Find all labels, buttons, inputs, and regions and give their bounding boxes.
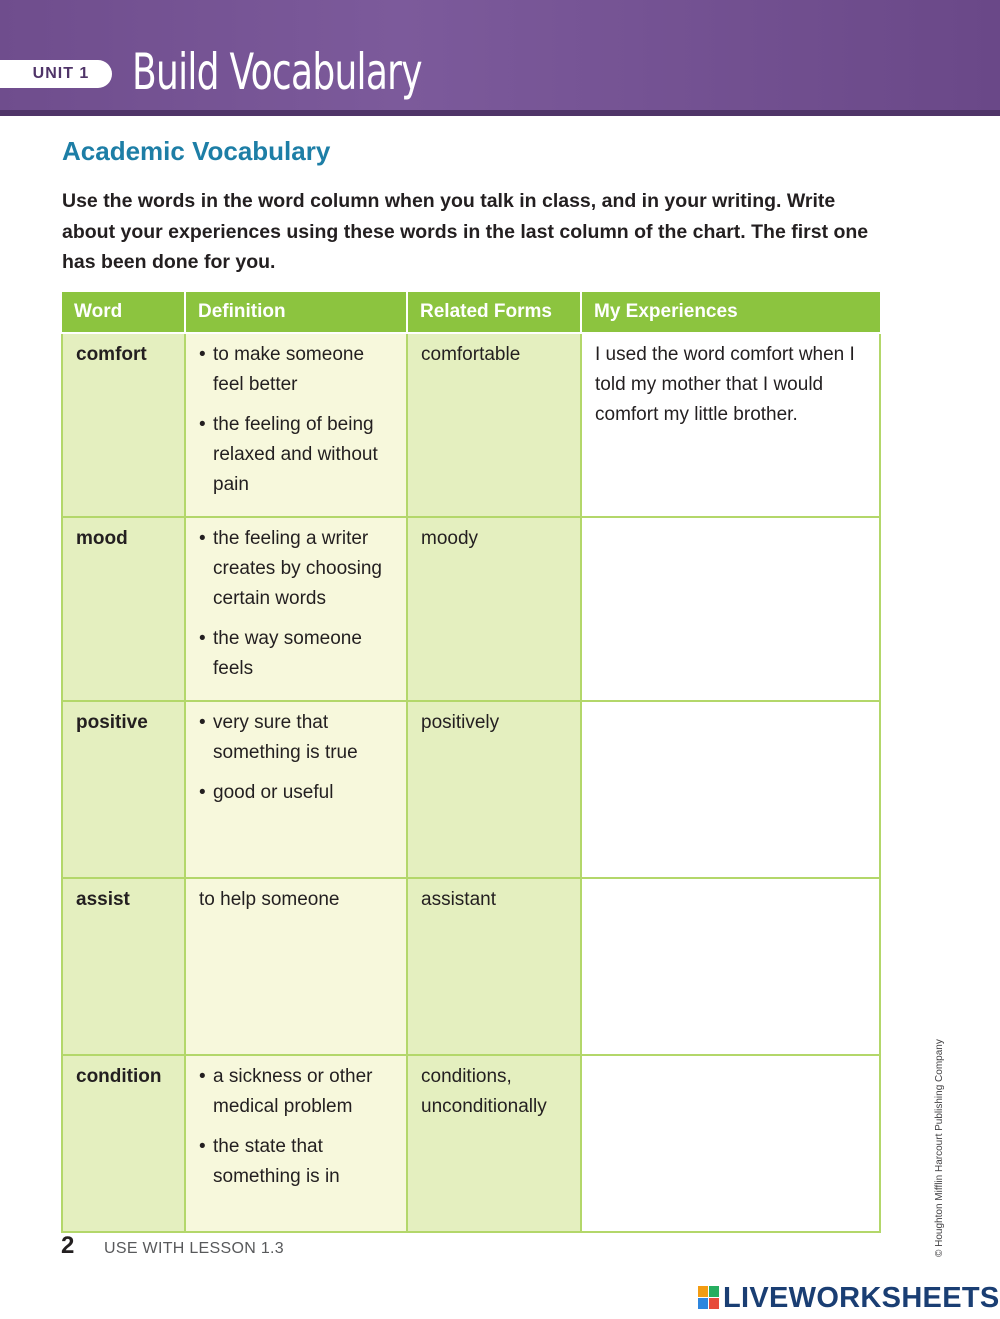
word-cell: assist <box>62 878 185 1055</box>
definition-item: • the feeling a writer creates by choosing certain words <box>199 524 393 614</box>
word-cell: condition <box>62 1055 185 1232</box>
definition-list <box>199 708 393 808</box>
experience-answer-field[interactable] <box>581 1055 880 1232</box>
related-forms-cell: conditions, unconditionally <box>407 1055 581 1232</box>
page-title: Build Vocabulary <box>132 43 422 101</box>
related-forms-cell: positively <box>407 701 581 878</box>
column-header-my-experiences: My Experiences <box>581 292 880 333</box>
liveworksheets-wordmark: LIVEWORKSHEETS <box>723 1282 1000 1314</box>
experience-answer-field[interactable] <box>581 701 880 878</box>
page-number: 2 <box>61 1232 75 1259</box>
definition-cell <box>185 1055 407 1232</box>
table-header-row <box>62 292 880 333</box>
word-cell: positive <box>62 701 185 878</box>
definition-cell <box>185 701 407 878</box>
experience-cell: I used the word comfort when I told my mother that I would comfort my little brother. <box>581 333 880 517</box>
lesson-reference: USE WITH LESSON 1.3 <box>104 1240 284 1257</box>
definition-list <box>199 340 393 500</box>
instructions-text: Use the words in the word column when you talk in class, and in your writing. Write about your experiences using these words in the last column of the chart. The first one has been done for you. <box>62 190 869 273</box>
table-row <box>62 701 880 878</box>
related-forms-cell: comfortable <box>407 333 581 517</box>
liveworksheets-cube-icon <box>698 1286 720 1310</box>
definition-item: • the way someone feels <box>199 624 393 684</box>
definition-list <box>199 524 393 684</box>
table-row <box>62 1055 880 1232</box>
word-cell: comfort <box>62 333 185 517</box>
definition-item: • the feeling of being relaxed and without pain <box>199 410 393 500</box>
definition-cell <box>185 517 407 701</box>
definition-item: • to make someone feel better <box>199 340 393 400</box>
definition-item: • good or useful <box>199 778 393 808</box>
experience-answer-field[interactable] <box>581 517 880 701</box>
vocabulary-table <box>61 292 881 1233</box>
table-row <box>62 517 880 701</box>
definition-item: • a sickness or other medical problem <box>199 1062 393 1122</box>
related-forms-cell: moody <box>407 517 581 701</box>
definition-cell <box>185 333 407 517</box>
unit-badge: UNIT 1 <box>0 60 112 88</box>
column-header-definition: Definition <box>185 292 407 333</box>
table-row <box>62 878 880 1055</box>
definition-item: • the state that something is in <box>199 1132 393 1192</box>
copyright-notice: © Houghton Mifflin Harcourt Publishing Company <box>934 1039 945 1257</box>
definition-item: • very sure that something is true <box>199 708 393 768</box>
column-header-related-forms: Related Forms <box>407 292 581 333</box>
column-header-word: Word <box>62 292 185 333</box>
experience-answer-field[interactable] <box>581 878 880 1055</box>
definition-list <box>199 1062 393 1192</box>
table-row <box>62 333 880 517</box>
definition-cell: to help someone <box>185 878 407 1055</box>
word-cell: mood <box>62 517 185 701</box>
header-divider <box>0 110 1000 116</box>
section-heading: Academic Vocabulary <box>62 136 331 166</box>
liveworksheets-logo[interactable] <box>698 1284 1000 1312</box>
related-forms-cell: assistant <box>407 878 581 1055</box>
